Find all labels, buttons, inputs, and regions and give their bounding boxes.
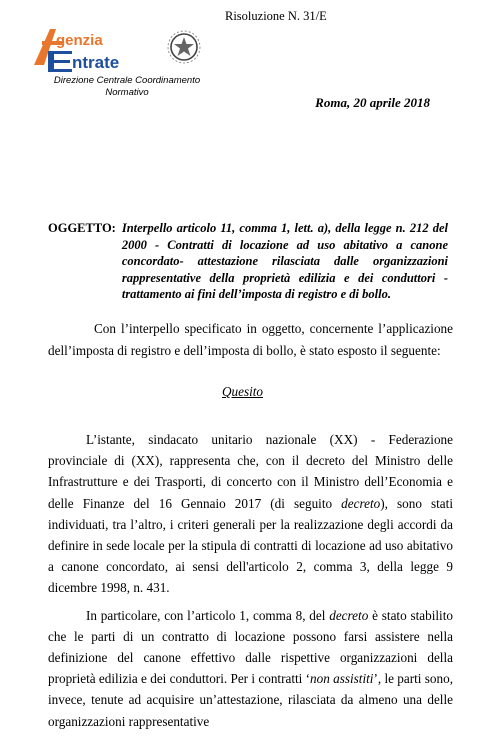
- division-line-2: Normativo: [105, 87, 149, 98]
- paragraph-1: L’istante, sindacato unitario nazionale (XX) - Federazione provinciale di (XX), rappresenta che, con il decreto del Ministro delle Infrastrutture e dei Trasporti, di concerto con il Ministro dell’Economia e delle Finanze del 16 Gennaio 2017 (di seguito decreto), sono stati individuati, tra l’altro, i criteri generali per la realizzazione degli accordi da definire in sede locale per la stipula di contratti di locazione ad uso abitativo a canone concordato, ai sensi dell'articolo 2, comma 3, della legge 9 dicembre 1998, n. 431.: [48, 432, 453, 596]
- section-title: Quesito: [221, 384, 264, 399]
- logo-word-1: genzia: [56, 32, 103, 49]
- intro-paragraph: [48, 318, 453, 362]
- republic-emblem-icon: [168, 31, 200, 63]
- subject-label: OGGETTO:: [48, 221, 116, 235]
- paragraph-2: In particolare, con l’articolo 1, comma 8, del decreto è stato stabilito che le parti di un contratto di locazione possono farsi assistere nella definizione del canone effettivo dalle rispettive organizzazioni della proprietà edilizia e dei conduttori. Per i contratti ‘non assistiti’, le parti sono, invece, tenute ad acquisire un’attestazione, rilasciata da almeno una delle organizzazioni rappresentative: [48, 607, 454, 729]
- logo-graphic: [32, 25, 222, 75]
- subject-block: [48, 220, 448, 303]
- agenzia-entrate-logo: [32, 25, 222, 105]
- division-line-1: Direzione Centrale Coordinamento: [53, 75, 201, 86]
- resolution-number: Risoluzione N. 31/E: [225, 9, 327, 23]
- subject-text: Interpello articolo 11, comma 1, lett. a), della legge n. 212 del 2000 - Contratti di locazione ad uso abitativo a canone concordato- attestazione rilasciata dalle organizzazioni rappresentative della proprietà edilizia e dei conduttori - trattamento ai fini dell’imposta di registro e di bollo.: [121, 221, 448, 301]
- document-date: Roma, 20 aprile 2018: [315, 95, 430, 110]
- logo-word-2: ntrate: [72, 53, 120, 72]
- intro-text: Con l’interpello specificato in oggetto, concernente l’applicazione dell’imposta di registro e dell’imposta di bollo, è stato esposto il seguente:: [48, 321, 453, 358]
- body-text: [48, 429, 453, 738]
- division-name: [32, 75, 222, 99]
